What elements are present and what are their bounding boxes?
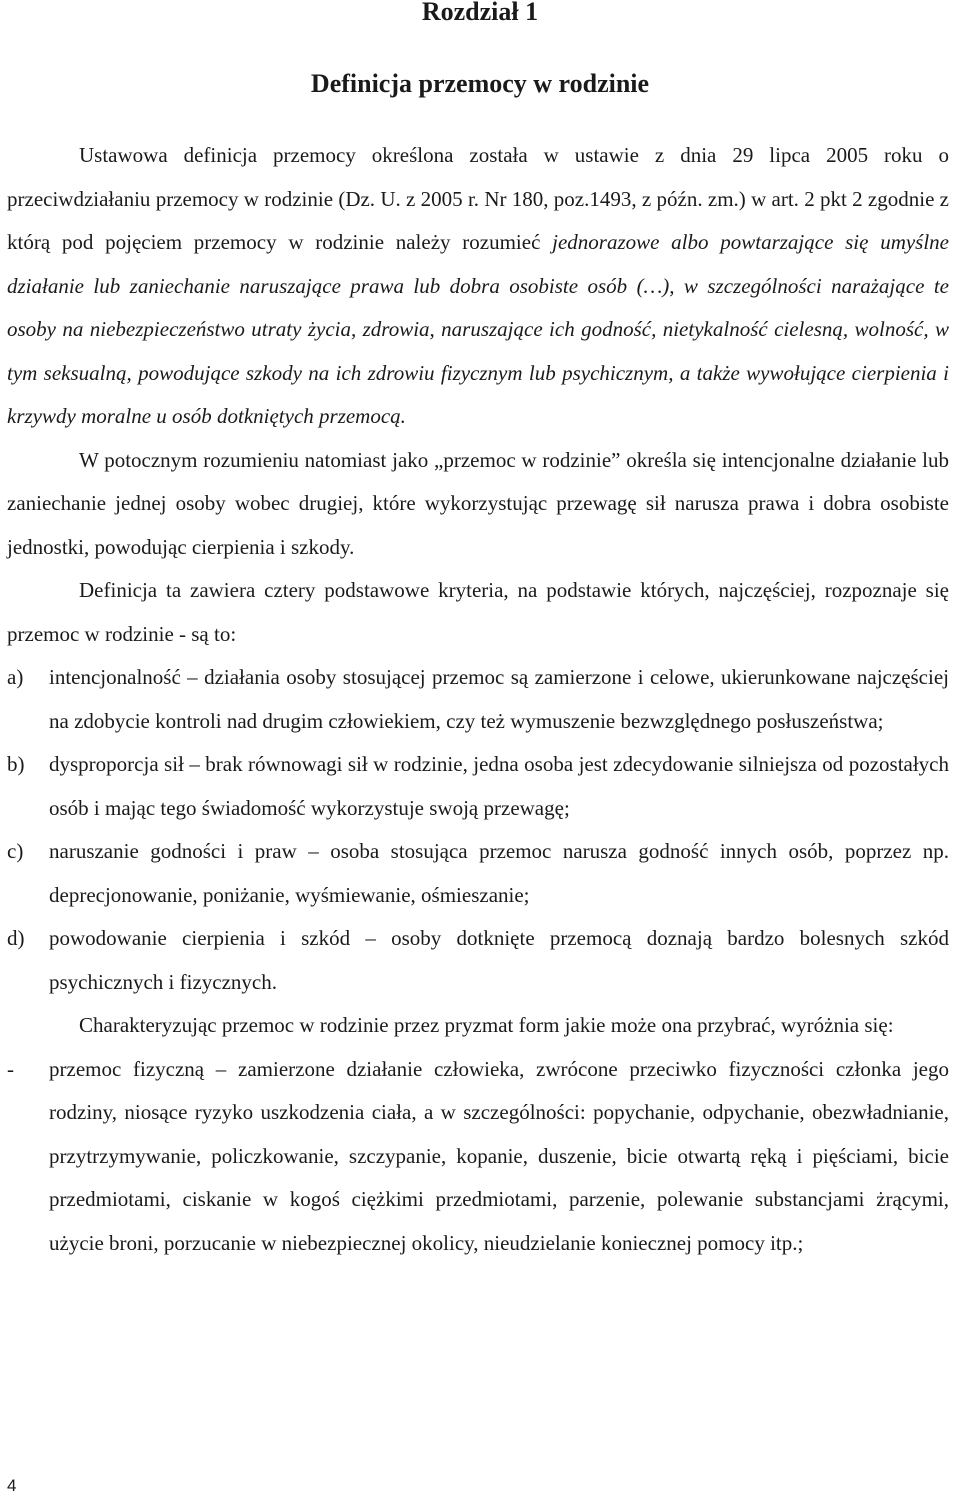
paragraph-legal-definition — [7, 134, 949, 439]
quoted-definition: jednorazowe albo powtarzające się umyślne działanie lub zaniechanie naruszające prawa lub dobra osobiste osób (…), w szczególności narażające te osoby na niebezpieczeństwo utraty życia, zdrowia, naruszające ich godność, nietykalność cielesną, wolność, w tym seksualną, powodujące szkody na ich zdrowiu fizycznym lub psychicznym, a także wywołujące cierpienia i krzywdy moralne u osób dotkniętych przemocą. — [7, 230, 950, 428]
list-marker: b) — [7, 752, 25, 776]
list-item-text: naruszanie godności i praw – osoba stosująca przemoc narusza godność innych osób, poprzez np. deprecjonowanie, poniżanie, wyśmiewanie, ośmieszanie; — [49, 839, 949, 907]
list-item-text: dysproporcja sił – brak równowagi sił w rodzinie, jedna osoba jest zdecydowanie silniejsza od pozostałych osób i mając tego świadomość wykorzystuje swoją przewagę; — [49, 752, 949, 820]
section-title: Definicja przemocy w rodzinie — [310, 69, 650, 98]
list-marker: a) — [7, 665, 24, 689]
paragraph-colloquial-definition: W potocznym rozumieniu natomiast jako „przemoc w rodzinie” określa się intencjonalne działanie lub zaniechanie jednej osoby wobec drugiej, które wykorzystując przewagę sił narusza prawa i dobra osobiste jednostki, powodując cierpienia i szkody. — [7, 447, 949, 559]
list-item-text: powodowanie cierpienia i szkód – osoby dotknięte przemocą doznają bardzo bolesnych szkód psychicznych i fizycznych. — [49, 926, 949, 994]
list-item — [7, 917, 949, 1004]
paragraph-forms-intro: Charakteryzując przemoc w rodzinie przez pryzmat form jakie może ona przybrać, wyróżnia się: — [79, 1013, 894, 1037]
page-number: 4 — [7, 1476, 17, 1495]
chapter-title: Rozdział 1 — [421, 0, 539, 26]
paragraph-criteria-intro: Definicja ta zawiera cztery podstawowe kryteria, na podstawie których, najczęściej, rozpoznaje się przemoc w rodzinie - są to: — [7, 578, 949, 646]
list-item — [7, 656, 949, 743]
list-marker: d) — [7, 926, 25, 950]
list-marker: c) — [7, 839, 24, 863]
list-item — [7, 1048, 949, 1266]
document-body — [7, 134, 949, 1265]
list-item-text: przemoc fizyczną – zamierzone działanie człowieka, zwrócone przeciwko fizyczności członka jego rodziny, niosące ryzyko uszkodzenia ciała, a w szczególności: popychanie, odpychanie, obezwładnianie, przytrzymywanie, policzkowanie, szczypanie, kopanie, duszenie, bicie otwartą ręką i pięściami, bicie przedmiotami, ciskanie w kogoś ciężkimi przedmiotami, parzenie, polewanie substancjami żrącymi, użycie broni, porzucanie w niebezpiecznej okolicy, nieudzielanie koniecznej pomocy itp.; — [49, 1056, 949, 1255]
list-item — [7, 830, 949, 917]
list-item — [7, 743, 949, 830]
list-item-text: intencjonalność – działania osoby stosującej przemoc są zamierzone i celowe, ukierunkowane najczęściej na zdobycie kontroli nad drugim człowiekiem, czy też wymuszenie bezwzględnego posłuszeństwa; — [49, 665, 949, 733]
paragraph-text: Ustawowa definicja przemocy określona została w ustawie z dnia 29 lipca 2005 roku o przeciwdziałaniu przemocy w rodzinie (Dz. U. z 2005 r. Nr 180, poz.1493, z późn. zm.) w art. 2 pkt 2 zgodnie z którą pod pojęciem przemocy w rodzinie należy rozumieć — [7, 143, 949, 254]
list-marker: - — [7, 1056, 14, 1081]
